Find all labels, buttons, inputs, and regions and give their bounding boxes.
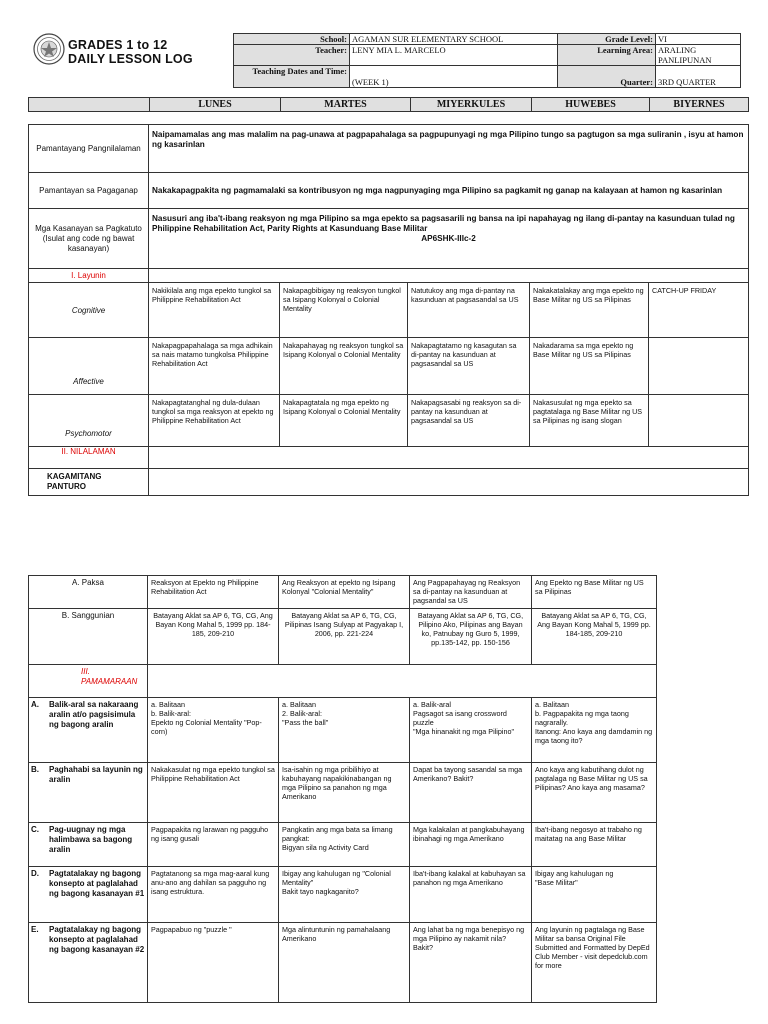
school-value: AGAMAN SUR ELEMENTARY SCHOOL [350, 34, 558, 45]
learning-area-value: ARALING PANLIPUNAN [656, 45, 741, 66]
step-e-martes: Mga alintuntunin ng pamahalaang Amerikano [279, 923, 410, 1003]
sanggunian-huwebes: Batayang Aklat sa AP 6, TG, CG, Ang Bayan Kong Mahal 5, 1999 pp. 184-185, 209-210 [532, 609, 657, 665]
log-title [68, 38, 228, 66]
step-d-huwebes: Ibigay ang kahulugan ng "Base Militar" [532, 867, 657, 923]
step-c-num: C. [31, 825, 39, 834]
competency-label: Mga Kasanayan sa Pagkatuto (Isulat ang code ng bawat kasanayan) [29, 209, 149, 269]
pamamaraan-label: III. PAMAMARAAN [29, 665, 148, 698]
step-e-lunes: Pagpapabuo ng "puzzle " [148, 923, 279, 1003]
kagamitan-blank [149, 469, 749, 496]
step-e-text: Pagtatalakay ng bagong konsepto at paglalahad ng bagong kasanayan #2 [49, 925, 145, 954]
psychomotor-biyernes [649, 395, 749, 447]
step-c-miyerkules: Mga kalakalan at pangkabuhayang ibinahagi ng mga Amerikano [410, 823, 532, 867]
psychomotor-miyerkules: Nakapagsasabi ng reaksyon sa di-pantay na kasunduan at pagsasandal sa US [408, 395, 530, 447]
step-a-num: A. [31, 700, 39, 709]
paksa-huwebes: Ang Epekto ng Base Militar ng US sa Pilipinas [532, 576, 657, 609]
competency-cell [149, 209, 749, 269]
learning-area-label: Learning Area: [558, 45, 656, 66]
paksa-martes: Ang Reaksyon at epekto ng Isipang Kolonyal "Colonial Mentality" [279, 576, 410, 609]
step-d-miyerkules: Iba't-ibang kalakal at kabuhayan sa panahon ng mga Amerikano [410, 867, 532, 923]
step-b-text: Paghahabi sa layunin ng aralin [49, 765, 143, 784]
step-c-lunes: Pagpapakita ng larawan ng pagguho ng isang gusali [148, 823, 279, 867]
objectives-table [28, 124, 749, 496]
days-blank-cell [29, 98, 150, 112]
step-b-miyerkules: Dapat ba tayong sasandal sa mga Amerikano? Bakit? [410, 763, 532, 823]
step-c-huwebes: Iba't-ibang negosyo at trabaho ng maitatag na ang Base Militar [532, 823, 657, 867]
paksa-lunes: Reaksyon at Epekto ng Philippine Rehabilitation Act [148, 576, 279, 609]
cognitive-lunes: Nakikilala ang mga epekto tungkol sa Philippine Rehabilitation Act [149, 283, 280, 338]
content-standard-text: Naipamamalas ang mas malalim na pag-unawa at pagpapahalaga sa pagpupunyagi ng mga Pilipino tungo sa pagtugon sa mga suliranin , isyu at hamon ng kasarinlan [149, 125, 749, 173]
step-e-miyerkules: Ang lahat ba ng mga benepisyo ng mga Pilipino ay nakamit nila? Bakit? [410, 923, 532, 1003]
layunin-label: I. Layunin [29, 269, 149, 283]
pamamaraan-blank [148, 665, 657, 698]
performance-standard-text: Nakakapagpakita ng pagmamalaki sa kontribusyon ng mga nagpunyaging mga Pilipino sa pagkamit ng ganap na kalayaan at hamon ng kasarinlan [149, 173, 749, 209]
psychomotor-label: Psychomotor [29, 395, 149, 447]
quarter-label: Quarter: [558, 66, 656, 88]
step-b-label [29, 763, 148, 823]
nilalaman-blank [149, 447, 749, 469]
step-a-label [29, 698, 148, 763]
teaching-dates-label: Teaching Dates and Time: [234, 66, 350, 88]
deped-seal-icon [33, 33, 65, 65]
step-e-num: E. [31, 925, 39, 934]
school-label: School: [234, 34, 350, 45]
step-e-huwebes: Ang layunin ng pagtalaga ng Base Militar sa bansa Original File Submitted and Formatted by DepEd Club Member - visit depedclub.com for more [532, 923, 657, 1003]
affective-lunes: Nakapagpapahalaga sa mga adhikain sa nais matamo tungkolsa Philippine Rehabilitation Act [149, 338, 280, 395]
kagamitan-label: KAGAMITANG PANTURO [29, 469, 149, 496]
title-line-1: GRADES 1 to 12 [68, 38, 168, 52]
step-b-martes: Isa-isahin ng mga pribilihiyo at kabuhayang napakikinabangan ng mga Pilipino sa panahon ng mga Amerikano [279, 763, 410, 823]
affective-martes: Nakapahayag ng reaksyon tungkol sa Isipang Kolonyal o Colonial Mentality [280, 338, 408, 395]
competency-text: Nasusuri ang iba't-ibang reaksyon ng mga Pilipino sa mga epekto sa pagsasarili ng bansa na ipi napahayag ng ilang di-pantay na kasunduan tulad ng Philippine Rehabilitation Act, Parity Rights at Kasunduang Base Militar [152, 214, 735, 233]
content-standard-label: Pamantayang Pangnilalaman [29, 125, 149, 173]
step-a-lunes: a. Balitaan b. Balik-aral: Epekto ng Colonial Mentality "Pop-corn) [148, 698, 279, 763]
step-a-text: Balik-aral sa nakaraang aralin at/o pagsisimula ng bagong aralin [49, 700, 139, 729]
paksa-miyerkules: Ang Pagpapahayag ng Reaksyon sa di-pantay na kasunduan at pagsandal sa US [410, 576, 532, 609]
title-line-2: DAILY LESSON LOG [68, 52, 193, 66]
affective-huwebes: Nakadarama sa mga epekto ng Base Militar ng US sa Pilipinas [530, 338, 649, 395]
cognitive-martes: Nakapagbibigay ng reaksyon tungkol sa Isipang Kolonyal o Colonial Mentality [280, 283, 408, 338]
step-a-huwebes: a. Balitaan b. Pagpapakita ng mga taong nagrarally. Itanong: Ano kaya ang damdamin ng mga taong ito? [532, 698, 657, 763]
step-d-num: D. [31, 869, 39, 878]
sanggunian-miyerkules: Batayang Aklat sa AP 6, TG, CG, Pilipino Ako, Pilipinas ang Bayan ko, Patnubay ng Guro 5, 1999, pp.135-142, pp. 150-156 [410, 609, 532, 665]
affective-biyernes [649, 338, 749, 395]
layunin-blank [149, 269, 749, 283]
day-miyerkules: MIYERKULES [411, 98, 532, 112]
psychomotor-martes: Nakapagtatala ng mga epekto ng Isipang Kolonyal o Colonial Mentality [280, 395, 408, 447]
paksa-label: A. Paksa [29, 576, 148, 609]
cognitive-huwebes: Nakakatalakay ang mga epekto ng Base Militar ng US sa Pilipinas [530, 283, 649, 338]
sanggunian-martes: Batayang Aklat sa AP 6, TG, CG, Pilipinas Isang Sulyap at Pagyakap I, 2006, pp. 221-224 [279, 609, 410, 665]
step-b-num: B. [31, 765, 39, 774]
quarter-value: 3RD QUARTER [656, 66, 741, 88]
teacher-value: LENY MIA L. MARCELO [350, 45, 558, 66]
step-e-label [29, 923, 148, 1003]
step-d-label [29, 867, 148, 923]
step-c-label [29, 823, 148, 867]
psychomotor-huwebes: Nakasusulat ng mga epekto sa pagtatalaga ng Base Militar ng US sa Pilipinas ng isang slogan [530, 395, 649, 447]
teaching-dates-value: (WEEK 1) [350, 66, 558, 88]
day-lunes: LUNES [150, 98, 281, 112]
day-martes: MARTES [281, 98, 411, 112]
affective-label: Affective [29, 338, 149, 395]
competency-code: AP6SHK-IIIc-2 [421, 234, 476, 243]
header-info-table [233, 33, 741, 88]
days-header-table [28, 97, 749, 112]
psychomotor-lunes: Nakapagtatanghal ng dula-dulaan tungkol sa mga reaksyon at epekto ng Philippine Rehabilitation Act [149, 395, 280, 447]
step-d-lunes: Pagtatanong sa mga mag-aaral kung anu-ano ang dahilan sa pagguho ng isang estruktura. [148, 867, 279, 923]
teacher-label: Teacher: [234, 45, 350, 66]
step-d-martes: Ibigay ang kahulugan ng "Colonial Mentality" Bakit tayo nagkaganito? [279, 867, 410, 923]
cognitive-miyerkules: Natutukoy ang mga di-pantay na kasunduan at pagsasandal sa US [408, 283, 530, 338]
affective-miyerkules: Nakapagtatamo ng kasagutan sa di-pantay na kasunduan at pagsasandal sa US [408, 338, 530, 395]
day-huwebes: HUWEBES [532, 98, 650, 112]
sanggunian-lunes: Batayang Aklat sa AP 6, TG, CG, Ang Bayan Kong Mahal 5, 1999 pp. 184-185, 209-210 [148, 609, 279, 665]
step-a-miyerkules: a. Balik-aral Pagsagot sa isang crossword puzzle "Mga hinanakit ng mga Pilipino" [410, 698, 532, 763]
step-c-martes: Pangkatin ang mga bata sa limang pangkat: Bigyan sila ng Activity Card [279, 823, 410, 867]
procedure-table [28, 575, 657, 1003]
step-b-huwebes: Ano kaya ang kabutihang dulot ng pagtalaga ng Base Militar ng US sa Pilipinas? Ano kaya ang masama? [532, 763, 657, 823]
nilalaman-label: II. NILALAMAN [29, 447, 149, 469]
step-b-lunes: Nakakasulat ng mga epekto tungkol sa Philippine Rehabilitation Act [148, 763, 279, 823]
day-biyernes: BIYERNES [650, 98, 749, 112]
step-d-text: Pagtatalakay ng bagong konsepto at paglalahad ng bagong kasanayan #1 [49, 869, 145, 898]
step-c-text: Pag-uugnay ng mga halimbawa sa bagong aralin [49, 825, 133, 854]
grade-level-value: VI [656, 34, 741, 45]
step-a-martes: a. Balitaan 2. Balik-aral: "Pass the ball" [279, 698, 410, 763]
sanggunian-label: B. Sanggunian [29, 609, 148, 665]
cognitive-label: Cognitive [29, 283, 149, 338]
performance-standard-label: Pamantayan sa Pagaganap [29, 173, 149, 209]
cognitive-biyernes: CATCH-UP FRIDAY [649, 283, 749, 338]
grade-level-label: Grade Level: [558, 34, 656, 45]
